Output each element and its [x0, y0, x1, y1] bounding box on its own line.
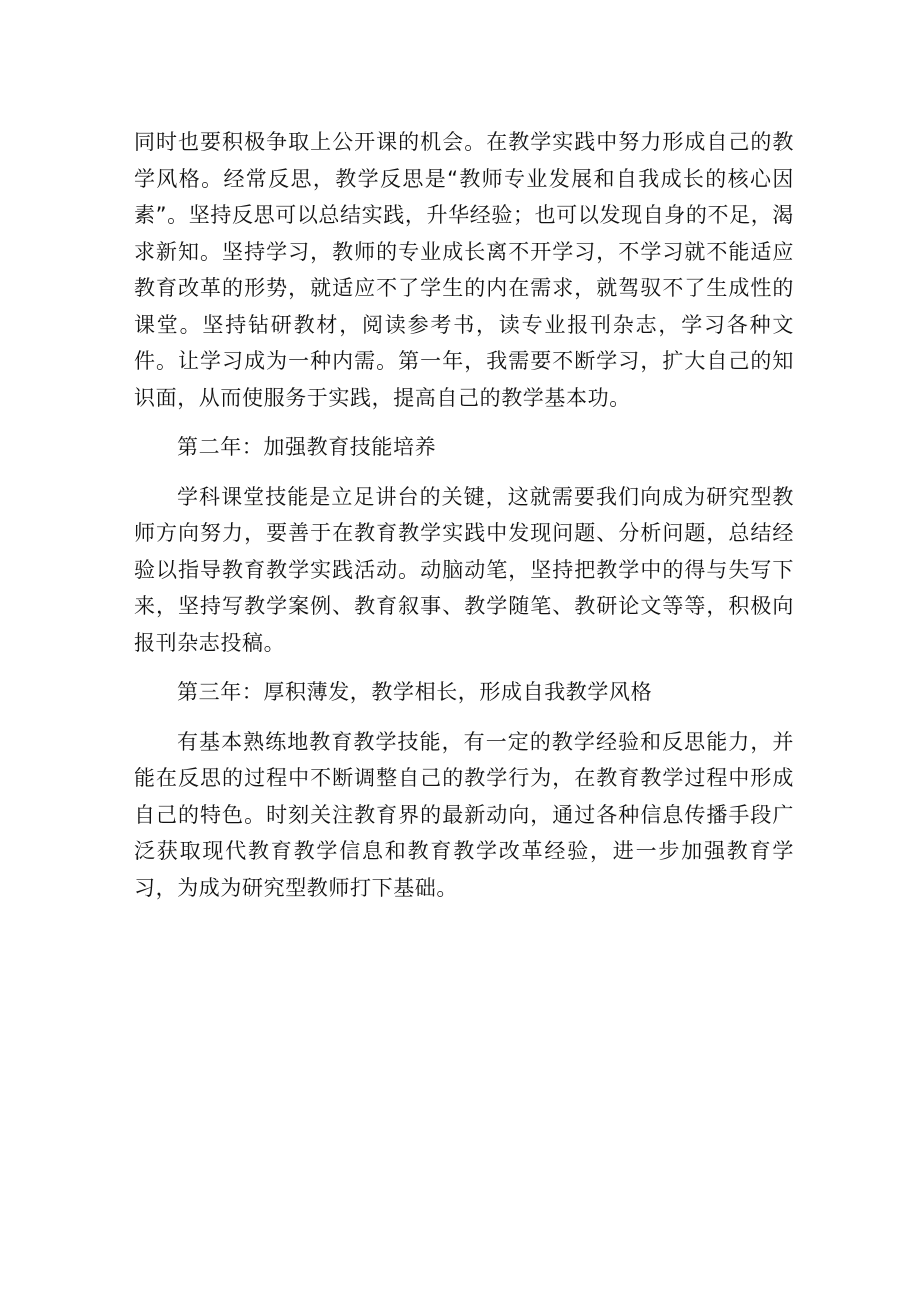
paragraph-year-two: 学科课堂技能是立足讲台的关键，这就需要我们向成为研究型教师方向努力，要善于在教育教学实践中发现问题、分析问题，总结经验以指导教育教学实践活动。动脑动笔，坚持把教学中的得与失写下来，坚持写教学案例、教育叙事、教学随笔、教研论文等等，积极向报刊杂志投稿。 [134, 484, 794, 655]
section-heading-year-two: 第二年：加强教育技能培养 [177, 435, 437, 459]
document-body [134, 124, 794, 906]
paragraph-continuation: 同时也要积极争取上公开课的机会。在教学实践中努力形成自己的教学风格。经常反思，教学反思是“教师专业发展和自我成长的核心因素”。坚持反思可以总结实践，升华经验；也可以发现自身的不足，渴求新知。坚持学习，教师的专业成长离不开学习，不学习就不能适应教育改革的形势，就适应不了学生的内在需求，就驾驭不了生成性的课堂。坚持钻研教材，阅读参考书，读专业报刊杂志，学习各种文件。让学习成为一种内需。第一年，我需要不断学习，扩大自己的知识面，从而使服务于实践，提高自己的教学基本功。 [134, 130, 794, 410]
paragraph-year-three: 有基本熟练地教育教学技能，有一定的教学经验和反思能力，并能在反思的过程中不断调整自己的教学行为，在教育教学过程中形成自己的特色。时刻关注教育界的最新动向，通过各种信息传播手段广泛获取现代教育教学信息和教育教学改革经验，进一步加强教育学习，为成为研究型教师打下基础。 [134, 729, 794, 900]
section-heading-year-three: 第三年：厚积薄发，教学相长，形成自我教学风格 [177, 680, 653, 704]
